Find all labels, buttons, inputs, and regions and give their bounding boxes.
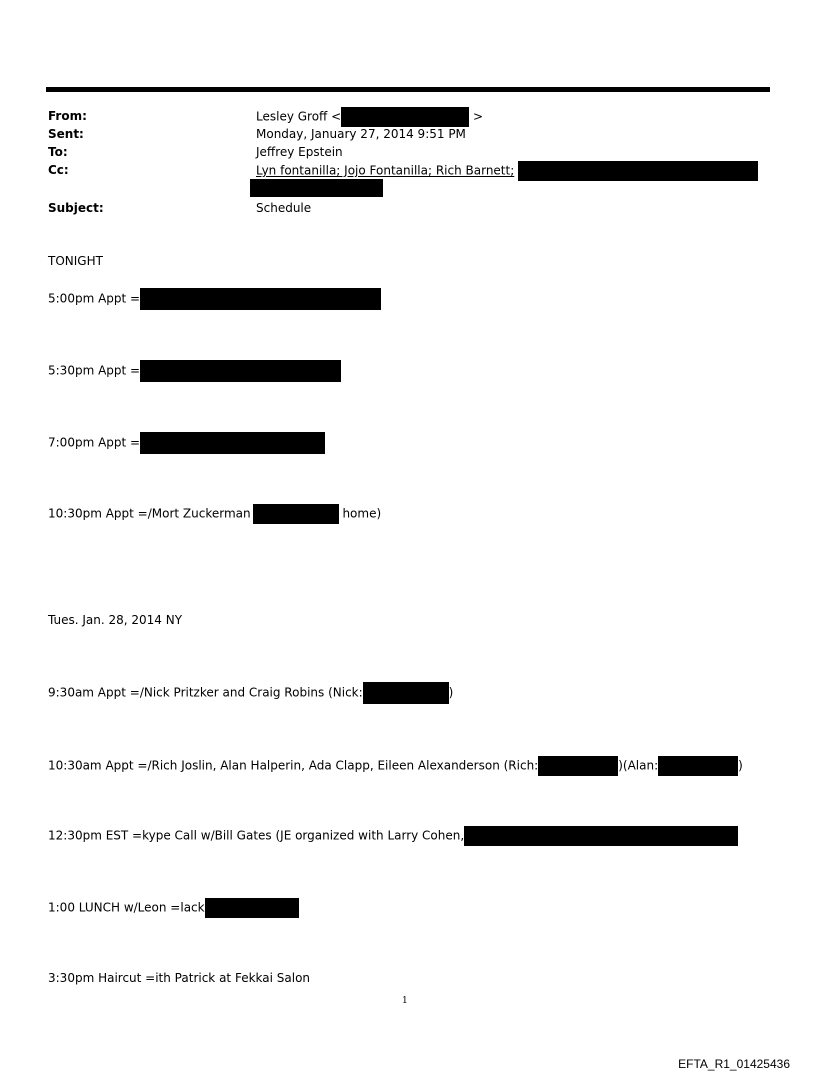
call-1230-text: 12:30pm EST =kype Call w/Bill Gates (JE organized with Larry Cohen, [48, 828, 465, 843]
redaction-appt-1030am-alan [658, 756, 738, 776]
appt-930am-text: 9:30am Appt =/Nick Pritzker and Craig Robins (Nick: [48, 685, 363, 700]
redaction-appt-1030pm [253, 504, 339, 524]
lunch-100-text: 1:00 LUNCH w/Leon =lack [48, 900, 205, 915]
to-label: To: [48, 145, 68, 159]
subject-value: Schedule [256, 201, 312, 215]
appt-700 [48, 432, 325, 454]
page-number: 1 [402, 996, 408, 1006]
appt-1030am-mid: )(Alan: [618, 758, 659, 773]
cc-label: Cc: [48, 163, 69, 177]
header-rule [46, 87, 770, 92]
from-value [256, 107, 483, 127]
haircut-330: 3:30pm Haircut =ith Patrick at Fekkai Salon [48, 971, 311, 985]
redaction-appt-930am [363, 682, 449, 704]
cc-names: Lyn fontanilla; Jojo Fontanilla; Rich Barnett; [256, 163, 515, 178]
footer-id: EFTA_R1_01425436 [678, 1057, 790, 1071]
redaction-call-1230 [464, 826, 738, 846]
redaction-cc-line2 [250, 179, 383, 197]
lunch-100 [48, 898, 299, 918]
from-name: Lesley Groff [256, 109, 328, 124]
sent-value: Monday, January 27, 2014 9:51 PM [256, 127, 466, 141]
redaction-appt-1030am-rich [538, 756, 618, 776]
appt-1030am [48, 756, 743, 776]
appt-1030pm-suffix: home) [342, 506, 382, 521]
appt-1030am-suffix: ) [738, 758, 743, 773]
redaction-appt-530 [140, 360, 341, 382]
redaction-email [341, 107, 469, 127]
appt-530-text: 5:30pm Appt = [48, 363, 141, 378]
redaction-appt-700 [140, 432, 325, 454]
appt-1030pm [48, 504, 381, 524]
appt-1030am-text: 10:30am Appt =/Rich Joslin, Alan Halperin, Ada Clapp, Eileen Alexanderson (Rich: [48, 758, 539, 773]
redaction-cc [518, 161, 758, 181]
day-heading: Tues. Jan. 28, 2014 NY [48, 613, 183, 627]
from-close: > [473, 109, 484, 124]
subject-label: Subject: [48, 201, 104, 215]
redaction-lunch [205, 898, 299, 918]
sent-label: Sent: [48, 127, 84, 141]
redaction-appt-500 [140, 288, 381, 310]
from-open: < [331, 109, 342, 124]
from-label: From: [48, 109, 87, 123]
appt-930am-suffix: ) [448, 685, 454, 700]
appt-700-text: 7:00pm Appt = [48, 435, 141, 450]
appt-530 [48, 360, 341, 382]
appt-500-text: 5:00pm Appt = [48, 291, 141, 306]
appt-1030pm-text: 10:30pm Appt =/Mort Zuckerman [48, 506, 251, 521]
to-value: Jeffrey Epstein [256, 145, 343, 159]
call-1230 [48, 826, 738, 846]
tonight-heading: TONIGHT [48, 254, 103, 268]
cc-value [256, 161, 758, 181]
appt-500 [48, 288, 381, 310]
appt-930am [48, 682, 453, 704]
